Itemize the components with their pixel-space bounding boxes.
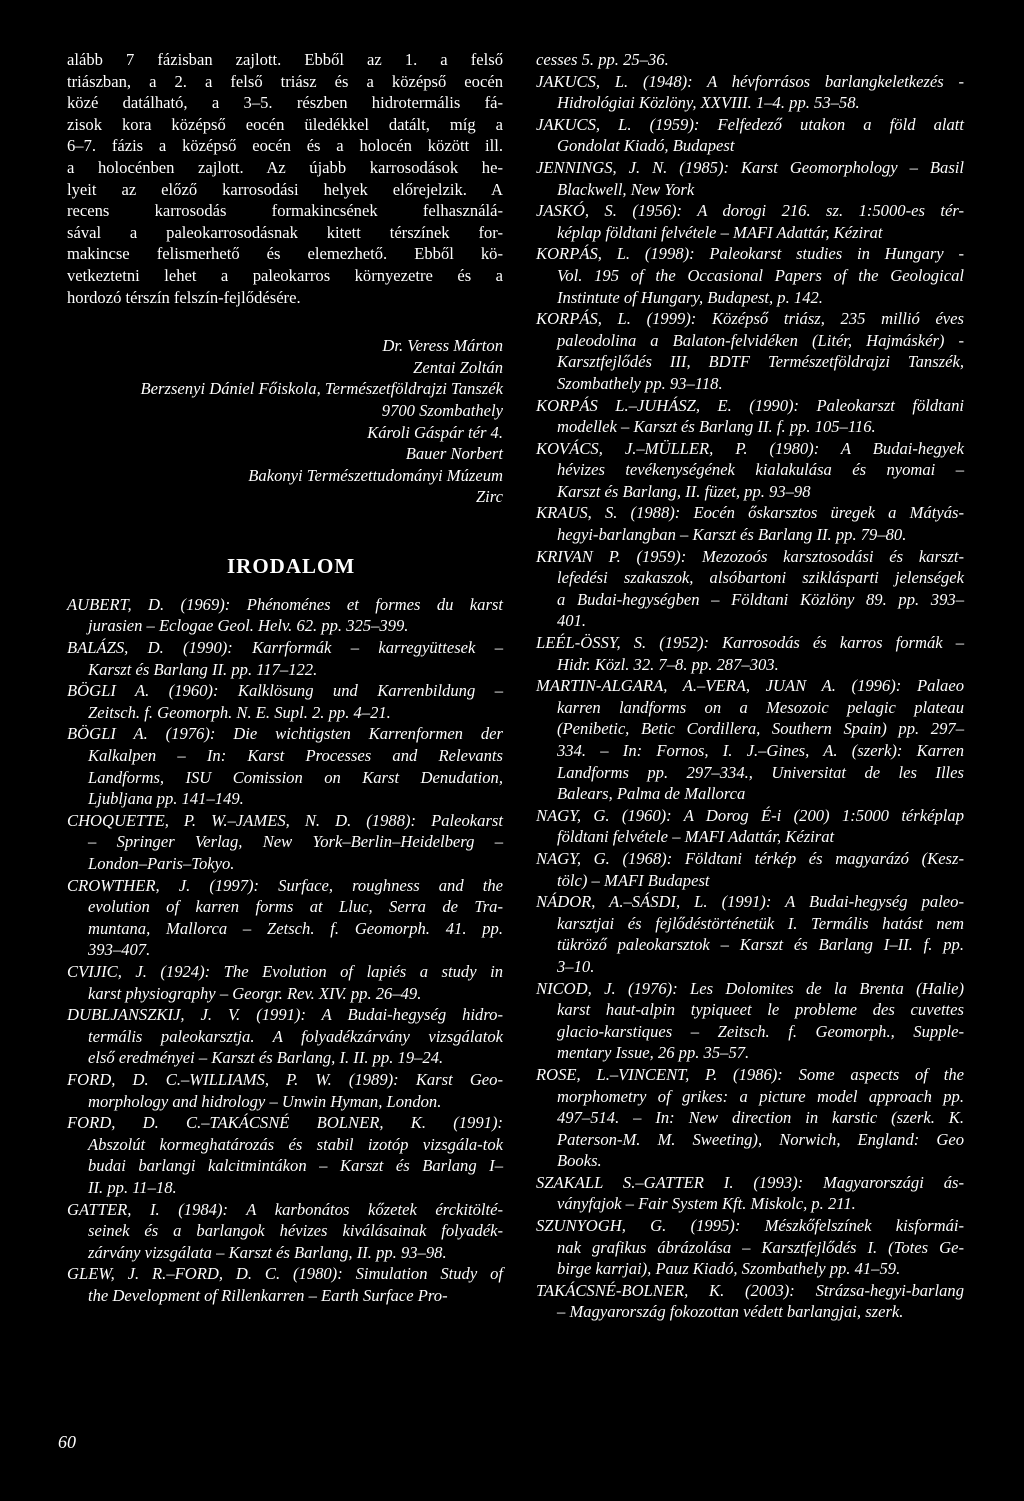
reference-entry (536, 200, 964, 243)
reference-line: JAKUCS, L. (1948): A hévforrásos barlangkeletkezés - (536, 71, 964, 91)
reference-line: KORPÁS, L. (1999): Középső triász, 235 millió éves (536, 309, 964, 329)
reference-entry (536, 546, 964, 632)
reference-line: LEÉL-ÖSSY, S. (1952): Karrosodás és karros formák – (536, 633, 964, 653)
reference-entry (536, 978, 964, 1064)
paragraph-line: közé datálható, a 3–5. részben hidrotermális fá- (67, 93, 503, 113)
reference-entry (67, 680, 503, 723)
reference-line: ROSE, L.–VINCENT, P. (1986): Some aspects of the (536, 1064, 964, 1084)
paragraph-line: vetkeztetni lehet a paleokarros környezetre és a (67, 265, 503, 285)
reference-list-right (536, 49, 964, 1323)
reference-line: Landforms pp. 297–334., Universitat de les Illes (557, 762, 964, 782)
reference-line: hévizes tevékenységének kialakulása és nyomai – (557, 460, 964, 480)
affiliation-line: Berzsenyi Dániel Főiskola, Természetföldrajzi Tanszék (140, 379, 503, 399)
affiliation-line: Dr. Veress Márton (382, 336, 503, 356)
reference-line: BÖGLI A. (1976): Die wichtigsten Karrenformen der (67, 724, 503, 744)
reference-line: tölc) – MAFI Budapest (557, 870, 710, 890)
affiliation-line: 9700 Szombathely (381, 400, 503, 420)
reference-line: London–Paris–Tokyo. (88, 854, 235, 873)
reference-line: hegyi-barlangban – Karszt és Barlang II. pp. 79–80. (557, 525, 907, 545)
reference-line: Abszolút kormeghatározás és stabil izotóp vizsgála-tok (88, 1134, 503, 1154)
reference-entry (536, 438, 964, 503)
reference-entry (536, 1215, 964, 1280)
paragraph-line: triászban, a 2. a felső triász és a középső eocén (67, 71, 503, 91)
reference-line: zárvány vizsgálata – Karszt és Barlang, II. pp. 93–98. (88, 1242, 447, 1262)
reference-entry (536, 675, 964, 805)
reference-entry (67, 594, 503, 637)
reference-entry (536, 71, 964, 114)
reference-line: – Springer Verlag, New York–Berlin–Heidelberg – (88, 832, 503, 852)
reference-line: CROWTHER, J. (1997): Surface, roughness and the (67, 875, 503, 895)
paragraph-line: sával a paleokarrosodásnak kitett térszínek for- (67, 222, 503, 242)
reference-line: II. pp. 11–18. (88, 1177, 177, 1197)
reference-line: JASKÓ, S. (1956): A dorogi 216. sz. 1:5000-es tér- (536, 201, 964, 221)
reference-line: lefedési szakaszok, alsóbartoni sziklásparti jelenségek (557, 568, 964, 588)
reference-entry (536, 308, 964, 394)
reference-line: Karszt és Barlang II. pp. 117–122. (88, 659, 318, 679)
reference-entry (536, 1064, 964, 1172)
reference-list-left (67, 594, 503, 1307)
affiliation-line: Zirc (475, 487, 503, 507)
reference-entry (67, 875, 503, 961)
paragraph-line: alább 7 fázisban zajlott. Ebből az 1. a felső (67, 50, 503, 69)
reference-entry (67, 637, 503, 680)
body-paragraph (67, 49, 503, 308)
reference-line: GATTER, I. (1984): A karbonátos kőzetek érckitölté- (67, 1199, 503, 1219)
reference-line: Instintute of Hungary, Budapest, p. 142. (557, 287, 823, 307)
reference-line: DUBLJANSZKIJ, J. V. (1991): A Budai-hegység hidro- (67, 1005, 503, 1025)
reference-line: paleodolina a Balaton-felvidéken (Litér, Hajmáskér) - (557, 330, 964, 350)
reference-entry (536, 114, 964, 157)
reference-entry (536, 243, 964, 308)
reference-entry (67, 1112, 503, 1198)
affiliation-line: Károli Gáspár tér 4. (367, 422, 503, 442)
reference-line: KOVÁCS, J.–MÜLLER, P. (1980): A Budai-hegyek (536, 438, 964, 458)
reference-line: 497–514. – In: New direction in karstic (szerk. K. (557, 1108, 964, 1128)
reference-line: glacio-karstiques – Zeitsch. f. Geomorph., Supple- (557, 1021, 964, 1041)
reference-line: 401. (557, 611, 587, 631)
reference-line: SZAKALL S.–GATTER I. (1993): Magyarországi ás- (536, 1172, 964, 1192)
reference-line: GLEW, J. R.–FORD, D. C. (1980): Simulation Study of (67, 1264, 503, 1284)
reference-line: képlap földtani felvétele – MAFI Adattár, Kézirat (557, 222, 883, 242)
affiliation-line: Zentai Zoltán (413, 357, 503, 377)
reference-line: karst physiography – Georgr. Rev. XIV. pp. 26–49. (88, 983, 422, 1003)
reference-entry (536, 395, 964, 438)
reference-line: CVIJIC, J. (1924): The Evolution of lapiés a study in (67, 961, 503, 981)
paragraph-line: lyeit az előző karrosodási helyek előrejelzik. A (67, 179, 503, 199)
reference-line: 3–10. (557, 956, 595, 976)
reference-entry (536, 157, 964, 200)
paragraph-line: makincse felismerhető és elemezhető. Ebből kö- (67, 244, 503, 264)
left-column (67, 49, 503, 1306)
reference-entry (536, 502, 964, 545)
right-column (536, 49, 964, 1323)
reference-entry (536, 891, 964, 977)
reference-line: CHOQUETTE, P. W.–JAMES, N. D. (1988): Paleokarst (67, 810, 503, 830)
reference-line: Balears, Palma de Mallorca (557, 784, 746, 804)
reference-line: the Development of Rillenkarren – Earth Surface Pro- (88, 1285, 448, 1305)
reference-line: NAGY, G. (1960): A Dorog É-i (200) 1:5000 térképlap (536, 805, 964, 825)
reference-entry (67, 1004, 503, 1069)
affiliation-line: Bauer Norbert (405, 444, 503, 464)
reference-entry (67, 810, 503, 875)
reference-line: ványfajok – Fair System Kft. Miskolc, p. 211. (557, 1194, 856, 1214)
reference-line: Szombathely pp. 93–118. (557, 373, 723, 393)
reference-line: BÖGLI A. (1960): Kalklösung und Karrenbildung – (67, 681, 503, 701)
reference-line: cesses 5. pp. 25–36. (536, 50, 669, 69)
reference-line: Zeitsch. f. Geomorph. N. E. Supl. 2. pp. 4–21. (88, 702, 391, 722)
reference-line: 334. – In: Fornos, I. J.–Gines, A. (szerk): Karren (557, 741, 964, 760)
paragraph-line: 6–7. fázis a középső eocén és a holocén között ill. (67, 136, 503, 156)
reference-line: KORPÁS, L. (1998): Paleokarst studies in Hungary - (536, 244, 964, 264)
reference-entry (536, 1280, 964, 1323)
reference-line: első eredményei – Karszt és Barlang, I. II. pp. 19–24. (88, 1048, 444, 1068)
reference-line: FORD, D. C.–WILLIAMS, P. W. (1989): Karst Geo- (67, 1069, 503, 1089)
reference-entry (536, 1172, 964, 1215)
reference-line: NÁDOR, A.–SÁSDI, L. (1991): A Budai-hegység paleo- (536, 892, 964, 912)
reference-line: nak grafikus ábrázolása – Karsztfejlődés I. (Totes Ge- (557, 1237, 964, 1257)
section-heading: IRODALOM (227, 553, 356, 578)
reference-line: Hidr. Közl. 32. 7–8. pp. 287–303. (557, 654, 779, 674)
reference-line: termális paleokarsztja. A folyadékzárvány vizsgálatok (88, 1026, 503, 1046)
reference-line: – Magyarország fokozottan védett barlangjai, szerk. (557, 1302, 904, 1322)
reference-entry (536, 632, 964, 675)
reference-line: muntana, Mallorca – Zetsch. f. Geomorph. 41. pp. (88, 918, 503, 938)
reference-line: MARTIN-ALGARA, A.–VERA, JUAN A. (1996): Palaeo (536, 676, 964, 696)
reference-line: budai barlangi kalcitmintákon – Karszt és Barlang I– (88, 1156, 503, 1176)
reference-entry (67, 723, 503, 809)
reference-line: Paterson-M. M. Sweeting), Norwich, England: Geo (557, 1129, 964, 1149)
reference-line: NAGY, G. (1968): Földtani térkép és magyarázó (Kesz- (536, 848, 964, 868)
reference-line: seinek és a barlangok hévizes kiválásainak folyadék- (88, 1221, 503, 1241)
reference-entry (536, 848, 964, 891)
reference-line: (Penibetic, Betic Cordillera, Southern Spain) pp. 297– (557, 719, 964, 739)
reference-line: Hidrológiai Közlöny, XXVIII. 1–4. pp. 53–58. (557, 93, 860, 113)
paragraph-line: hordozó térszín felszín-fejlődésére. (67, 287, 301, 307)
reference-line: Karsztfejlődés III, BDTF Természetföldrajzi Tanszék, (557, 352, 964, 372)
reference-line: karst haut-alpin typiqueet le probleme des cuvettes (557, 1000, 964, 1020)
paragraph-line: recens karrosodás formakincsének felhasználá- (67, 201, 503, 221)
reference-line: AUBERT, D. (1969): Phénoménes et formes du karst (67, 594, 503, 614)
reference-line: evolution of karren forms at Lluc, Serra de Tra- (88, 897, 503, 917)
reference-line: birge karrjai), Pauz Kiadó, Szombathely pp. 41–59. (557, 1259, 901, 1279)
reference-line: Kalkalpen – In: Karst Processes and Relevants (88, 746, 503, 766)
reference-line: karsztjai és fejlődéstörténetük I. Termális hatást nem (557, 913, 964, 933)
reference-entry (67, 961, 503, 1004)
reference-line: KRAUS, S. (1988): Eocén őskarsztos üregek a Mátyás- (536, 503, 964, 523)
reference-line: Karszt és Barlang, II. füzet, pp. 93–98 (557, 481, 811, 501)
reference-line: Blackwell, New York (557, 179, 695, 199)
reference-line: Landforms, ISU Comission on Karst Denudation, (88, 767, 503, 787)
reference-line: JENNINGS, J. N. (1985): Karst Geomorphology – Basil (536, 157, 964, 177)
reference-entry (536, 49, 964, 71)
reference-line: Gondolat Kiadó, Budapest (557, 136, 735, 156)
reference-line: karren landforms on a Mesozoic pelagic plateau (557, 697, 964, 717)
reference-line: FORD, D. C.–TAKÁCSNÉ BOLNER, K. (1991): (67, 1113, 503, 1133)
reference-line: 393–407. (88, 940, 151, 960)
reference-line: morphometry of grikes: a picture model approach pp. (557, 1086, 964, 1106)
page-number: 60 (58, 1432, 76, 1452)
reference-line: mentary Issue, 26 pp. 35–57. (557, 1043, 750, 1063)
reference-line: földtani felvétele – MAFI Adattár, Kézirat (557, 827, 835, 847)
reference-line: Vol. 195 of the Occasional Papers of the Geological (557, 265, 964, 285)
reference-line: Books. (557, 1151, 602, 1171)
reference-line: morphology and hidrology – Unwin Hyman, London. (88, 1091, 442, 1111)
author-affiliations (67, 335, 503, 508)
reference-line: JAKUCS, L. (1959): Felfedező utakon a föld alatt (536, 114, 964, 134)
reference-line: tükröző paleokarsztok – Karszt és Barlang I–II. f. pp. (557, 935, 964, 955)
reference-line: BALÁZS, D. (1990): Karrformák – karregyüttesek – (67, 638, 503, 658)
reference-line: modellek – Karszt és Barlang II. f. pp. 105–116. (557, 417, 876, 437)
reference-line: TAKÁCSNÉ-BOLNER, K. (2003): Strázsa-hegyi-barlang (536, 1280, 964, 1300)
reference-entry (67, 1069, 503, 1112)
reference-entry (536, 805, 964, 848)
affiliation-line: Bakonyi Természettudományi Múzeum (248, 465, 503, 485)
reference-line: SZUNYOGH, G. (1995): Mészkőfelszínek kisformái- (536, 1216, 964, 1236)
reference-line: Ljubljana pp. 141–149. (88, 789, 244, 809)
reference-line: NICOD, J. (1976): Les Dolomites de la Brenta (Halie) (536, 978, 964, 998)
reference-entry (67, 1263, 503, 1306)
reference-entry (67, 1199, 503, 1264)
reference-line: KORPÁS L.–JUHÁSZ, E. (1990): Paleokarszt földtani (536, 395, 964, 415)
paragraph-line: zisok kora középső eocén üledékkel datált, míg a (67, 114, 503, 134)
reference-line: KRIVAN P. (1959): Mezozoós karsztosodási és karszt- (536, 546, 964, 566)
paragraph-line: a holocénben zajlott. Az újabb karrosodások he- (67, 157, 503, 177)
reference-line: a Budai-hegységben – Földtani Közlöny 89. pp. 393– (557, 589, 964, 609)
reference-line: jurasien – Eclogae Geol. Helv. 62. pp. 325–399. (88, 616, 409, 636)
